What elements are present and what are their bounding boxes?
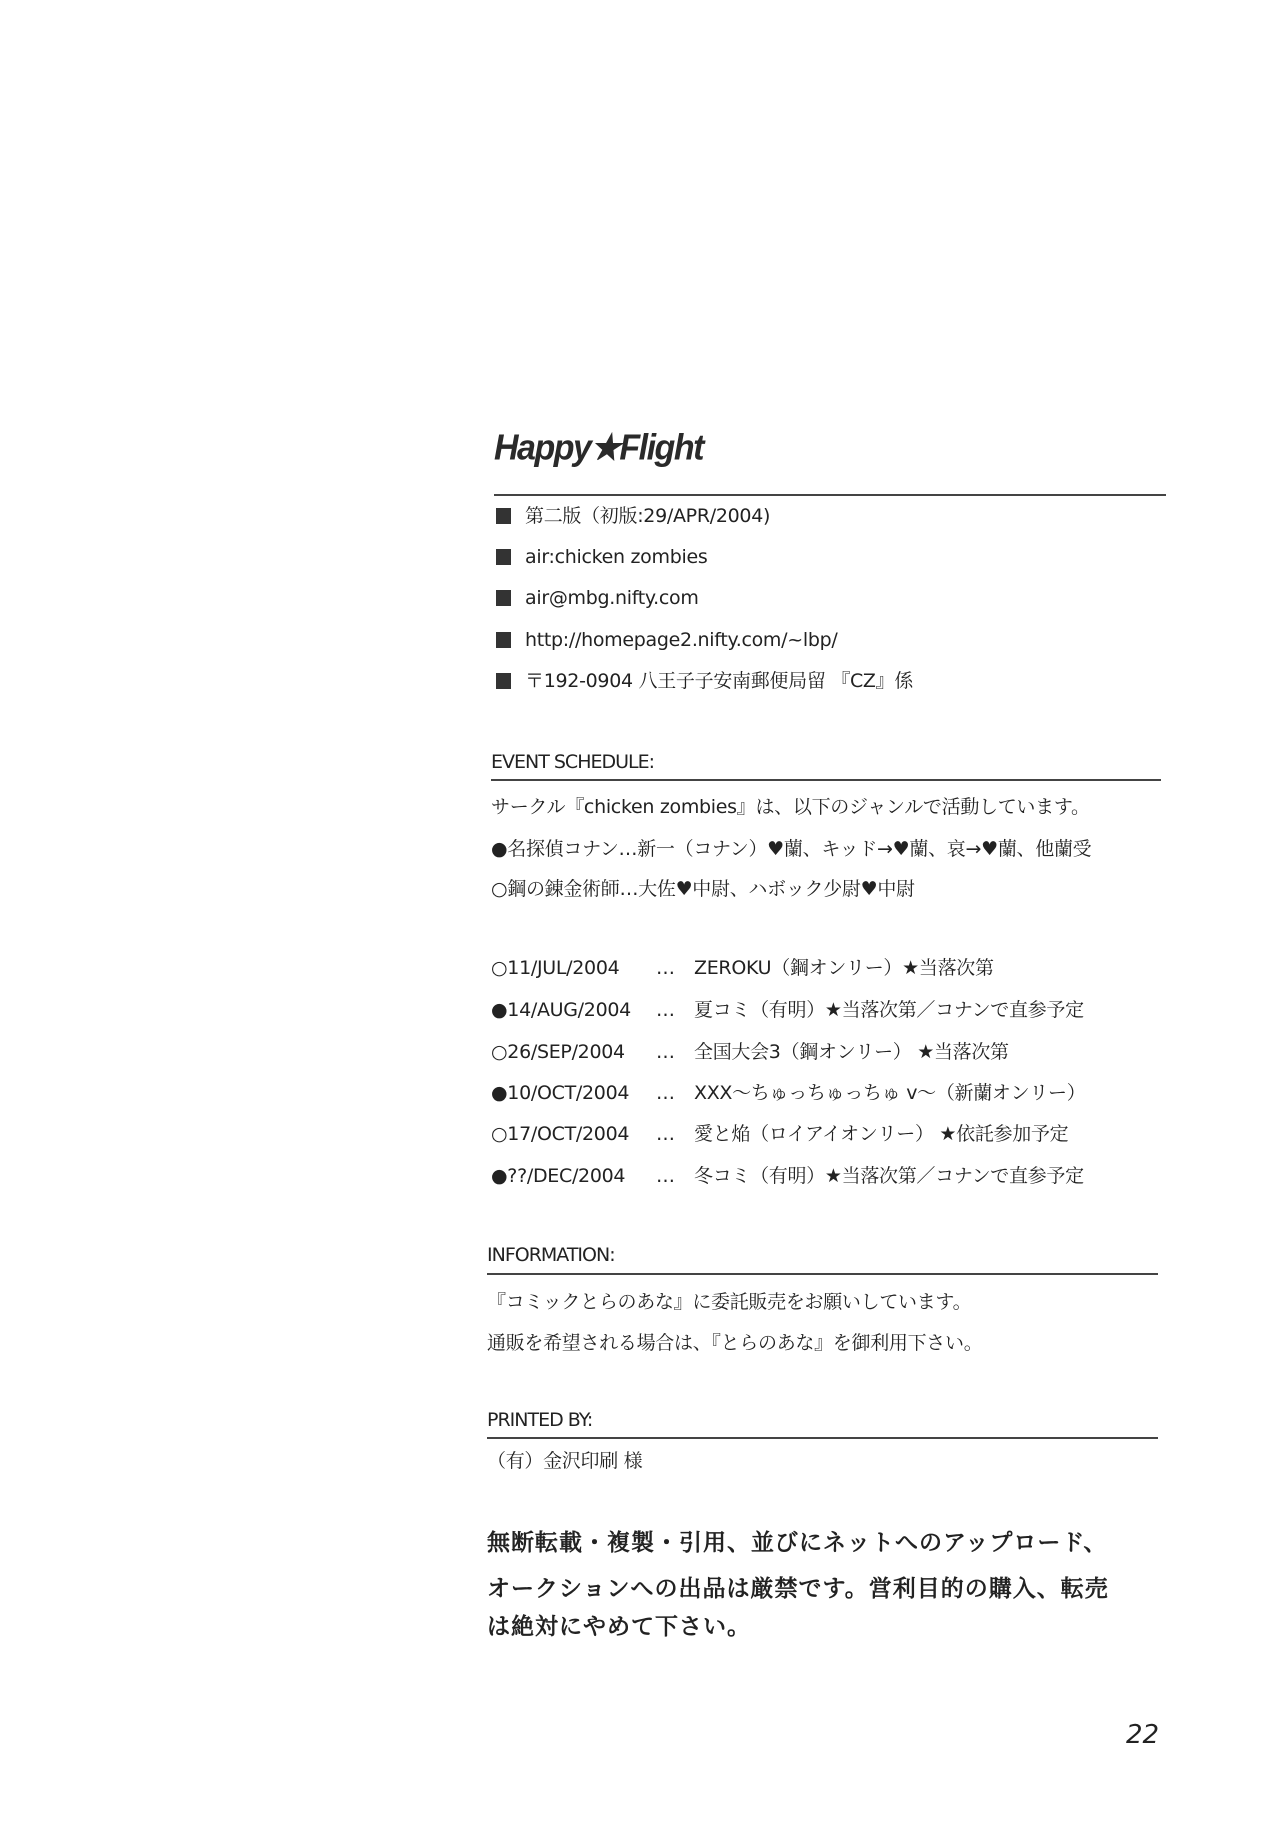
warning-line: オークションへの出品は厳禁です。営利目的の購入、転売 bbox=[487, 1576, 1109, 1602]
event-row: ○11/JUL/2004 … ZEROKU（鋼オンリー）★当落次第 bbox=[491, 957, 994, 979]
square-bullet-icon bbox=[496, 673, 511, 689]
warning-line: は絶対にやめて下さい。 bbox=[487, 1614, 751, 1640]
event-schedule-heading: EVENT SCHEDULE: bbox=[491, 751, 655, 773]
circle-intro: サークル『chicken zombies』は、以下のジャンルで活動しています。 bbox=[491, 796, 1090, 818]
square-bullet-icon bbox=[496, 632, 511, 648]
info-address: 〒192-0904 八王子子安南郵便局留 『CZ』係 bbox=[496, 669, 913, 693]
info-edition: 第二版（初版:29/APR/2004) bbox=[496, 504, 770, 528]
event-row: ○26/SEP/2004 … 全国大会3（鋼オンリー） ★当落次第 bbox=[491, 1041, 1009, 1063]
info-url: http://homepage2.nifty.com/~lbp/ bbox=[496, 628, 837, 652]
section-divider bbox=[491, 779, 1161, 781]
information-line: 通販を希望される場合は、『とらのあな』を御利用下さい。 bbox=[487, 1332, 983, 1354]
genre-fma: ○鋼の錬金術師…大佐♥中尉、ハボック少尉♥中尉 bbox=[491, 878, 915, 900]
event-row: ●10/OCT/2004 … XXX～ちゅっちゅっちゅ v～（新蘭オンリー） bbox=[491, 1082, 1086, 1104]
square-bullet-icon bbox=[496, 590, 511, 606]
info-email: air@mbg.nifty.com bbox=[496, 586, 699, 610]
event-row: ●??/DEC/2004 … 冬コミ（有明）★当落次第／コナンで直参予定 bbox=[491, 1165, 1084, 1187]
event-row: ○17/OCT/2004 … 愛と焔（ロイアイオンリー） ★依託参加予定 bbox=[491, 1123, 1069, 1145]
information-line: 『コミックとらのあな』に委託販売をお願いしています。 bbox=[487, 1291, 972, 1313]
square-bullet-icon bbox=[496, 549, 511, 565]
section-divider bbox=[487, 1437, 1158, 1439]
book-title: Happy★Flight bbox=[494, 428, 703, 468]
printer-name: （有）金沢印刷 様 bbox=[487, 1450, 643, 1472]
genre-conan: ●名探偵コナン…新一（コナン）♥蘭、キッド→♥蘭、哀→♥蘭、他蘭受 bbox=[491, 838, 1092, 860]
section-divider bbox=[487, 1273, 1158, 1275]
page-number: 22 bbox=[1126, 1720, 1160, 1750]
title-divider bbox=[494, 494, 1166, 496]
square-bullet-icon bbox=[496, 508, 511, 524]
warning-line: 無断転載・複製・引用、並びにネットへのアップロード、 bbox=[487, 1530, 1108, 1556]
event-row: ●14/AUG/2004 … 夏コミ（有明）★当落次第／コナンで直参予定 bbox=[491, 999, 1084, 1021]
printed-by-heading: PRINTED BY: bbox=[487, 1409, 593, 1431]
information-heading: INFORMATION: bbox=[487, 1244, 615, 1266]
info-author: air:chicken zombies bbox=[496, 545, 707, 569]
